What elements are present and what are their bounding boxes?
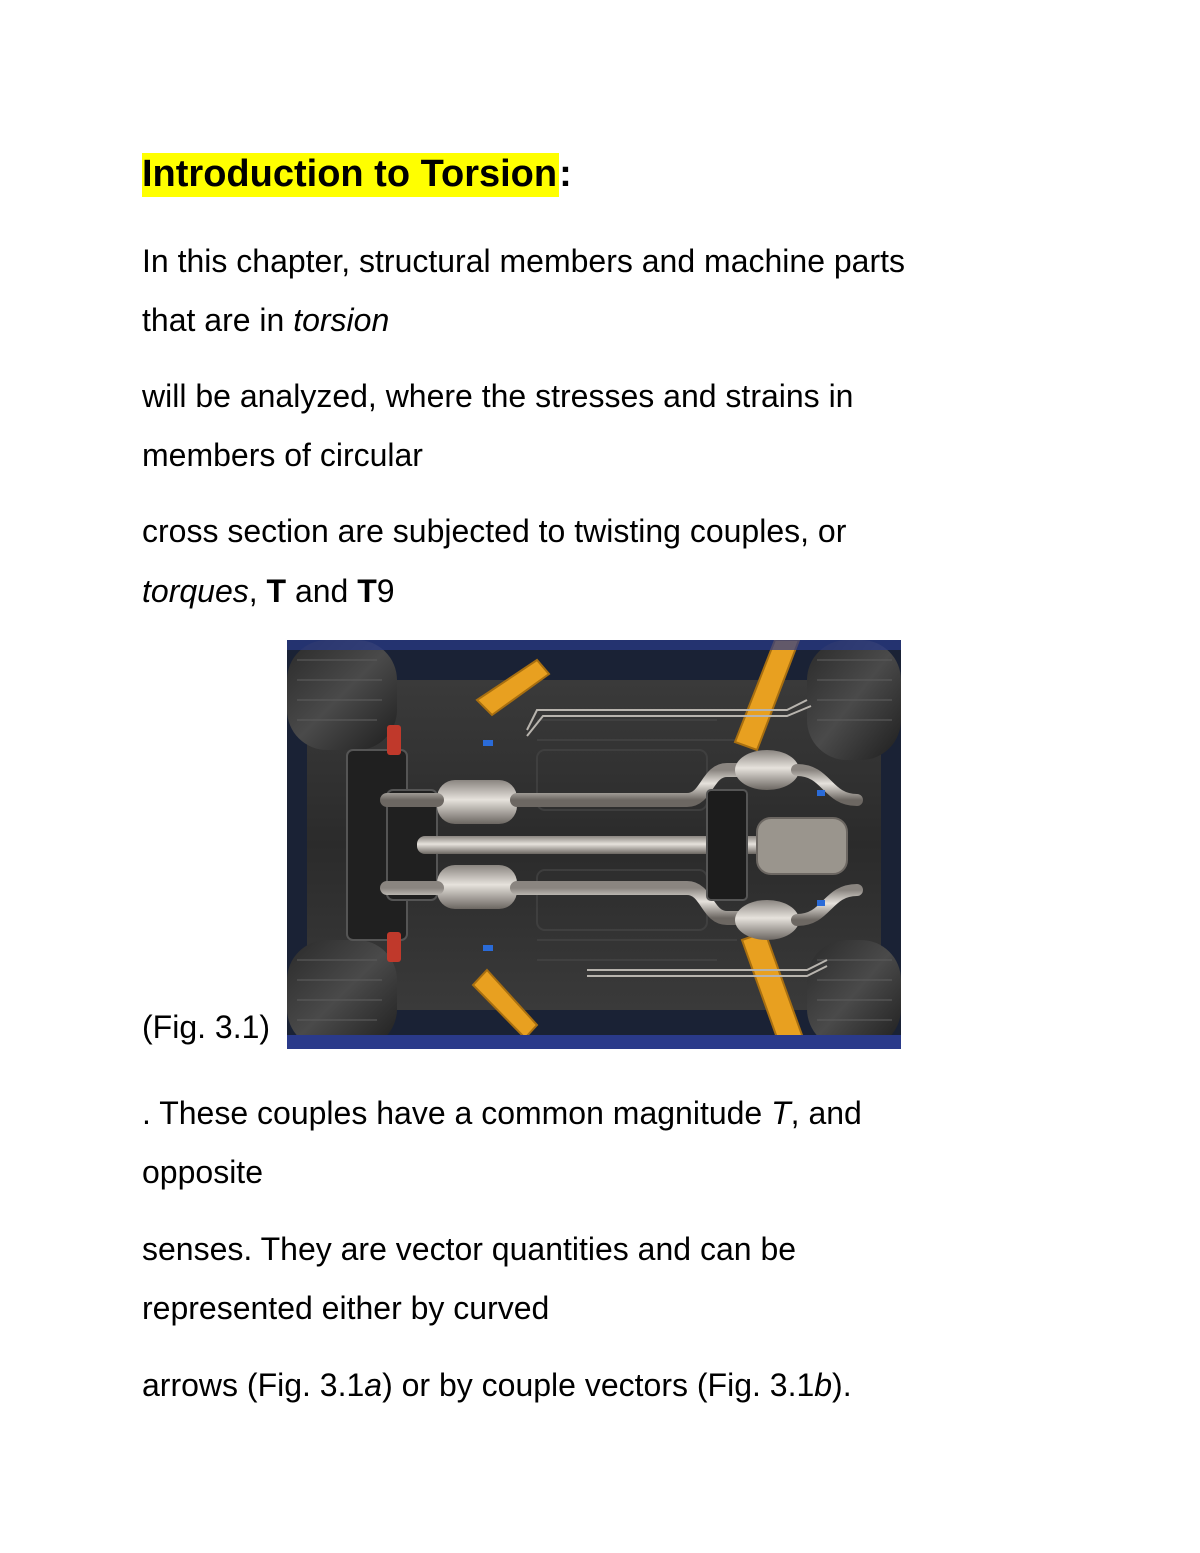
paragraph-5-line-1 <box>142 1220 796 1278</box>
paragraph-4-line-2 <box>142 1143 263 1201</box>
text: , <box>248 573 267 609</box>
text: ). <box>832 1367 852 1403</box>
paragraph-4-line-1 <box>142 1084 862 1142</box>
emphasis-torsion: torsion <box>293 302 390 338</box>
figure-label: (Fig. 3.1) <box>142 1009 271 1045</box>
page-title <box>142 148 572 200</box>
text: . These couples have a common magnitude <box>142 1095 772 1131</box>
text: will be analyzed, where the stresses and strains in <box>142 378 854 414</box>
emphasis-T: T <box>771 1095 791 1131</box>
paragraph-3-line-2 <box>142 562 395 620</box>
text: , and <box>790 1095 862 1131</box>
title-highlight: Introduction to Torsion <box>142 153 558 195</box>
emphasis-a: a <box>364 1367 383 1403</box>
paragraph-2-line-2 <box>142 426 423 484</box>
car-underbody-photo-icon <box>287 640 901 1049</box>
paragraph-1-line-2 <box>142 291 389 349</box>
paragraph-3-line-1 <box>142 502 846 560</box>
text: In this chapter, structural members and machine parts <box>142 243 906 279</box>
text: cross section are subjected to twisting couples, or <box>142 513 847 549</box>
paragraph-1-line-1 <box>142 232 905 290</box>
text: members of circular <box>142 437 423 473</box>
paragraph-5-line-2 <box>142 1279 549 1337</box>
text: 9 <box>376 573 395 609</box>
text: represented either by curved <box>142 1290 550 1326</box>
text: ) or by couple vectors (Fig. 3.1 <box>382 1367 815 1403</box>
emphasis-torques: torques <box>142 573 249 609</box>
text: that are in <box>142 302 294 338</box>
emphasis-b: b <box>814 1367 833 1403</box>
paragraph-6 <box>142 1356 852 1414</box>
text: arrows (Fig. 3.1 <box>142 1367 365 1403</box>
paragraph-2-line-1 <box>142 367 853 425</box>
text: senses. They are vector quantities and can be <box>142 1231 797 1267</box>
symbol-T: T <box>266 573 287 609</box>
figure-3-1 <box>142 640 942 1050</box>
symbol-T-prime: T <box>357 573 377 609</box>
title-colon: : <box>559 153 572 195</box>
text: opposite <box>142 1154 263 1190</box>
text: and <box>286 573 358 609</box>
